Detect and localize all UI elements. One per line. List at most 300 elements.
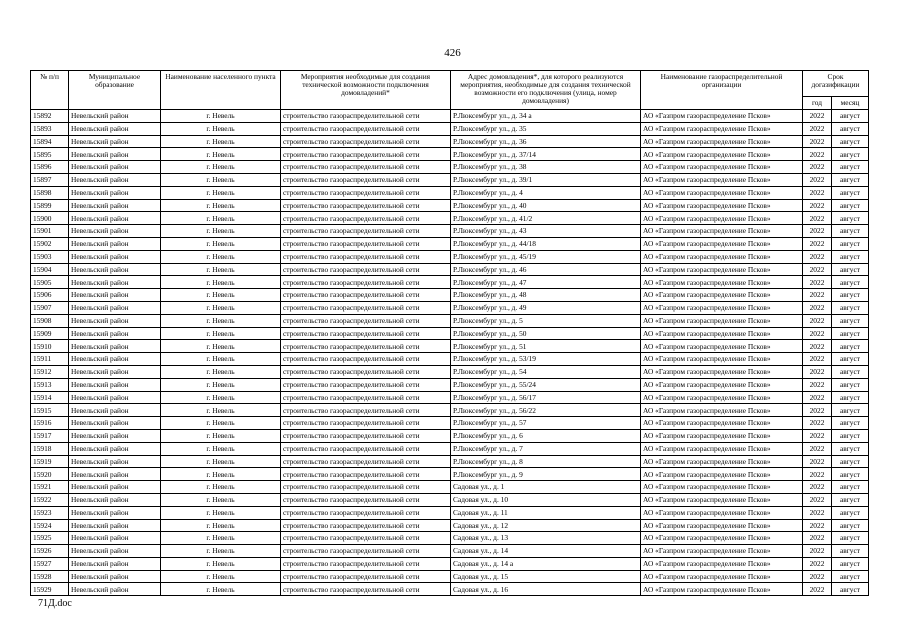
cell-municipality: Невельский район	[69, 110, 161, 123]
cell-num: 15893	[31, 122, 69, 135]
cell-municipality: Невельский район	[69, 173, 161, 186]
cell-locality: г. Невель	[161, 263, 281, 276]
cell-locality: г. Невель	[161, 545, 281, 558]
cell-address: Р.Люксембург ул., д. 40	[451, 199, 641, 212]
cell-num: 15901	[31, 225, 69, 238]
cell-year: 2022	[803, 237, 832, 250]
cell-measures: строительство газораспределительной сети	[281, 263, 451, 276]
cell-month: август	[832, 161, 869, 174]
cell-measures: строительство газораспределительной сети	[281, 301, 451, 314]
cell-measures: строительство газораспределительной сети	[281, 481, 451, 494]
cell-organization: АО «Газпром газораспределение Псков»	[641, 212, 803, 225]
cell-num: 15918	[31, 442, 69, 455]
cell-month: август	[832, 391, 869, 404]
cell-month: август	[832, 186, 869, 199]
cell-month: август	[832, 417, 869, 430]
cell-measures: строительство газораспределительной сети	[281, 173, 451, 186]
cell-year: 2022	[803, 186, 832, 199]
cell-year: 2022	[803, 289, 832, 302]
cell-month: август	[832, 570, 869, 583]
cell-month: август	[832, 493, 869, 506]
cell-address: Р.Люксембург ул., д. 39/1	[451, 173, 641, 186]
cell-locality: г. Невель	[161, 199, 281, 212]
cell-year: 2022	[803, 429, 832, 442]
cell-organization: АО «Газпром газораспределение Псков»	[641, 545, 803, 558]
cell-measures: строительство газораспределительной сети	[281, 391, 451, 404]
cell-month: август	[832, 557, 869, 570]
cell-num: 15926	[31, 545, 69, 558]
cell-address: Р.Люксембург ул., д. 34 а	[451, 110, 641, 123]
cell-address: Садовая ул., д. 10	[451, 493, 641, 506]
cell-num: 15922	[31, 493, 69, 506]
cell-num: 15897	[31, 173, 69, 186]
cell-year: 2022	[803, 468, 832, 481]
cell-year: 2022	[803, 135, 832, 148]
cell-address: Р.Люксембург ул., д. 36	[451, 135, 641, 148]
cell-num: 15914	[31, 391, 69, 404]
table-row	[31, 237, 869, 250]
cell-organization: АО «Газпром газораспределение Псков»	[641, 327, 803, 340]
cell-municipality: Невельский район	[69, 161, 161, 174]
cell-num: 15923	[31, 506, 69, 519]
cell-locality: г. Невель	[161, 225, 281, 238]
cell-locality: г. Невель	[161, 161, 281, 174]
cell-measures: строительство газораспределительной сети	[281, 493, 451, 506]
table-row	[31, 110, 869, 123]
cell-num: 15896	[31, 161, 69, 174]
cell-municipality: Невельский район	[69, 455, 161, 468]
cell-year: 2022	[803, 353, 832, 366]
cell-num: 15924	[31, 519, 69, 532]
cell-municipality: Невельский район	[69, 429, 161, 442]
header-address: Адрес домовладения*, для которого реализуются мероприятия, необходимые для создания технической возможности его подключения (улица, номер домовладения)	[451, 71, 641, 110]
cell-organization: АО «Газпром газораспределение Псков»	[641, 340, 803, 353]
cell-num: 15898	[31, 186, 69, 199]
table-row	[31, 173, 869, 186]
cell-month: август	[832, 404, 869, 417]
cell-municipality: Невельский район	[69, 583, 161, 596]
table-header	[31, 71, 869, 110]
table-row	[31, 532, 869, 545]
cell-num: 15915	[31, 404, 69, 417]
cell-organization: АО «Газпром газораспределение Псков»	[641, 378, 803, 391]
cell-organization: АО «Газпром газораспределение Псков»	[641, 301, 803, 314]
cell-municipality: Невельский район	[69, 468, 161, 481]
cell-year: 2022	[803, 557, 832, 570]
cell-year: 2022	[803, 455, 832, 468]
cell-address: Садовая ул., д. 14	[451, 545, 641, 558]
cell-organization: АО «Газпром газораспределение Псков»	[641, 289, 803, 302]
cell-municipality: Невельский район	[69, 276, 161, 289]
cell-locality: г. Невель	[161, 417, 281, 430]
cell-num: 15904	[31, 263, 69, 276]
cell-num: 15919	[31, 455, 69, 468]
cell-municipality: Невельский район	[69, 532, 161, 545]
cell-municipality: Невельский район	[69, 493, 161, 506]
cell-month: август	[832, 289, 869, 302]
table-row	[31, 135, 869, 148]
cell-measures: строительство газораспределительной сети	[281, 314, 451, 327]
table-row	[31, 365, 869, 378]
cell-municipality: Невельский район	[69, 327, 161, 340]
cell-year: 2022	[803, 250, 832, 263]
table-row	[31, 301, 869, 314]
cell-num: 15907	[31, 301, 69, 314]
table-row	[31, 481, 869, 494]
cell-address: Садовая ул., д. 1	[451, 481, 641, 494]
cell-month: август	[832, 212, 869, 225]
cell-year: 2022	[803, 327, 832, 340]
cell-organization: АО «Газпром газораспределение Псков»	[641, 506, 803, 519]
cell-measures: строительство газораспределительной сети	[281, 353, 451, 366]
cell-num: 15912	[31, 365, 69, 378]
cell-municipality: Невельский район	[69, 519, 161, 532]
cell-year: 2022	[803, 417, 832, 430]
cell-organization: АО «Газпром газораспределение Псков»	[641, 237, 803, 250]
table-row	[31, 378, 869, 391]
cell-year: 2022	[803, 506, 832, 519]
cell-address: Р.Люксембург ул., д. 46	[451, 263, 641, 276]
cell-num: 15906	[31, 289, 69, 302]
table-row	[31, 391, 869, 404]
cell-month: август	[832, 327, 869, 340]
cell-municipality: Невельский район	[69, 404, 161, 417]
cell-num: 15917	[31, 429, 69, 442]
cell-month: август	[832, 173, 869, 186]
cell-organization: АО «Газпром газораспределение Псков»	[641, 173, 803, 186]
table-row	[31, 250, 869, 263]
table-row	[31, 506, 869, 519]
cell-measures: строительство газораспределительной сети	[281, 250, 451, 263]
table-row	[31, 404, 869, 417]
cell-address: Садовая ул., д. 16	[451, 583, 641, 596]
cell-address: Р.Люксембург ул., д. 57	[451, 417, 641, 430]
table-row	[31, 212, 869, 225]
table-body	[31, 110, 869, 596]
cell-address: Р.Люксембург ул., д. 6	[451, 429, 641, 442]
cell-organization: АО «Газпром газораспределение Псков»	[641, 122, 803, 135]
cell-organization: АО «Газпром газораспределение Псков»	[641, 404, 803, 417]
cell-measures: строительство газораспределительной сети	[281, 429, 451, 442]
cell-measures: строительство газораспределительной сети	[281, 135, 451, 148]
cell-municipality: Невельский район	[69, 557, 161, 570]
table-row	[31, 263, 869, 276]
cell-organization: АО «Газпром газораспределение Псков»	[641, 199, 803, 212]
cell-year: 2022	[803, 583, 832, 596]
cell-locality: г. Невель	[161, 237, 281, 250]
header-organization: Наименование газораспределительной организации	[641, 71, 803, 110]
cell-measures: строительство газораспределительной сети	[281, 199, 451, 212]
table-row	[31, 327, 869, 340]
cell-num: 15913	[31, 378, 69, 391]
cell-month: август	[832, 314, 869, 327]
cell-month: август	[832, 199, 869, 212]
gasification-table-wrapper	[30, 70, 869, 596]
cell-organization: АО «Газпром газораспределение Псков»	[641, 225, 803, 238]
cell-municipality: Невельский район	[69, 481, 161, 494]
cell-measures: строительство газораспределительной сети	[281, 532, 451, 545]
cell-municipality: Невельский район	[69, 122, 161, 135]
table-row	[31, 557, 869, 570]
cell-locality: г. Невель	[161, 173, 281, 186]
cell-address: Р.Люксембург ул., д. 5	[451, 314, 641, 327]
cell-address: Р.Люксембург ул., д. 47	[451, 276, 641, 289]
table-row	[31, 493, 869, 506]
cell-measures: строительство газораспределительной сети	[281, 455, 451, 468]
cell-municipality: Невельский район	[69, 365, 161, 378]
cell-address: Р.Люксембург ул., д. 51	[451, 340, 641, 353]
cell-address: Р.Люксембург ул., д. 8	[451, 455, 641, 468]
table-row	[31, 545, 869, 558]
table-row	[31, 442, 869, 455]
cell-locality: г. Невель	[161, 455, 281, 468]
cell-month: август	[832, 378, 869, 391]
cell-municipality: Невельский район	[69, 289, 161, 302]
cell-num: 15908	[31, 314, 69, 327]
cell-organization: АО «Газпром газораспределение Псков»	[641, 110, 803, 123]
cell-measures: строительство газораспределительной сети	[281, 365, 451, 378]
cell-measures: строительство газораспределительной сети	[281, 161, 451, 174]
cell-locality: г. Невель	[161, 404, 281, 417]
cell-year: 2022	[803, 276, 832, 289]
cell-locality: г. Невель	[161, 442, 281, 455]
cell-measures: строительство газораспределительной сети	[281, 583, 451, 596]
cell-measures: строительство газораспределительной сети	[281, 404, 451, 417]
cell-address: Р.Люксембург ул., д. 53/19	[451, 353, 641, 366]
cell-year: 2022	[803, 532, 832, 545]
cell-month: август	[832, 365, 869, 378]
cell-organization: АО «Газпром газораспределение Псков»	[641, 263, 803, 276]
header-month: месяц	[832, 97, 869, 110]
cell-year: 2022	[803, 173, 832, 186]
cell-month: август	[832, 225, 869, 238]
cell-address: Р.Люксембург ул., д. 43	[451, 225, 641, 238]
table-row	[31, 225, 869, 238]
cell-locality: г. Невель	[161, 583, 281, 596]
cell-locality: г. Невель	[161, 289, 281, 302]
cell-organization: АО «Газпром газораспределение Псков»	[641, 442, 803, 455]
cell-year: 2022	[803, 301, 832, 314]
cell-year: 2022	[803, 378, 832, 391]
cell-municipality: Невельский район	[69, 417, 161, 430]
cell-num: 15911	[31, 353, 69, 366]
cell-address: Р.Люксембург ул., д. 54	[451, 365, 641, 378]
cell-num: 15910	[31, 340, 69, 353]
cell-month: август	[832, 263, 869, 276]
cell-locality: г. Невель	[161, 378, 281, 391]
cell-measures: строительство газораспределительной сети	[281, 327, 451, 340]
cell-locality: г. Невель	[161, 391, 281, 404]
cell-organization: АО «Газпром газораспределение Псков»	[641, 493, 803, 506]
cell-organization: АО «Газпром газораспределение Псков»	[641, 314, 803, 327]
cell-num: 15903	[31, 250, 69, 263]
cell-organization: АО «Газпром газораспределение Псков»	[641, 429, 803, 442]
cell-address: Р.Люксембург ул., д. 38	[451, 161, 641, 174]
cell-measures: строительство газораспределительной сети	[281, 237, 451, 250]
cell-municipality: Невельский район	[69, 199, 161, 212]
cell-num: 15892	[31, 110, 69, 123]
cell-address: Р.Люксембург ул., д. 45/19	[451, 250, 641, 263]
cell-year: 2022	[803, 314, 832, 327]
cell-organization: АО «Газпром газораспределение Псков»	[641, 161, 803, 174]
table-row	[31, 314, 869, 327]
table-row	[31, 570, 869, 583]
cell-organization: АО «Газпром газораспределение Псков»	[641, 455, 803, 468]
cell-address: Р.Люксембург ул., д. 7	[451, 442, 641, 455]
cell-organization: АО «Газпром газораспределение Псков»	[641, 276, 803, 289]
cell-year: 2022	[803, 212, 832, 225]
cell-organization: АО «Газпром газораспределение Псков»	[641, 135, 803, 148]
header-year: год	[803, 97, 832, 110]
cell-measures: строительство газораспределительной сети	[281, 545, 451, 558]
cell-address: Р.Люксембург ул., д. 41/2	[451, 212, 641, 225]
cell-num: 15921	[31, 481, 69, 494]
cell-locality: г. Невель	[161, 186, 281, 199]
cell-measures: строительство газораспределительной сети	[281, 122, 451, 135]
cell-measures: строительство газораспределительной сети	[281, 186, 451, 199]
cell-municipality: Невельский район	[69, 545, 161, 558]
cell-address: Садовая ул., д. 13	[451, 532, 641, 545]
header-num: № п/п	[31, 71, 69, 110]
cell-year: 2022	[803, 391, 832, 404]
cell-year: 2022	[803, 110, 832, 123]
cell-measures: строительство газораспределительной сети	[281, 417, 451, 430]
cell-year: 2022	[803, 199, 832, 212]
cell-year: 2022	[803, 442, 832, 455]
cell-month: август	[832, 429, 869, 442]
cell-municipality: Невельский район	[69, 225, 161, 238]
cell-measures: строительство газораспределительной сети	[281, 148, 451, 161]
cell-year: 2022	[803, 493, 832, 506]
cell-address: Р.Люксембург ул., д. 55/24	[451, 378, 641, 391]
cell-month: август	[832, 353, 869, 366]
table-row	[31, 122, 869, 135]
cell-num: 15927	[31, 557, 69, 570]
cell-month: август	[832, 276, 869, 289]
table-row	[31, 417, 869, 430]
cell-locality: г. Невель	[161, 365, 281, 378]
cell-organization: АО «Газпром газораспределение Псков»	[641, 519, 803, 532]
cell-num: 15900	[31, 212, 69, 225]
cell-locality: г. Невель	[161, 276, 281, 289]
page-number: 426	[444, 47, 461, 59]
header-locality: Наименование населенного пункта	[161, 71, 281, 110]
footer-filename: 71Д.doc	[38, 598, 72, 609]
cell-month: август	[832, 301, 869, 314]
cell-address: Р.Люксембург ул., д. 48	[451, 289, 641, 302]
cell-address: Р.Люксембург ул., д. 35	[451, 122, 641, 135]
table-row	[31, 186, 869, 199]
cell-organization: АО «Газпром газораспределение Псков»	[641, 570, 803, 583]
cell-locality: г. Невель	[161, 250, 281, 263]
cell-num: 15920	[31, 468, 69, 481]
cell-address: Р.Люксембург ул., д. 49	[451, 301, 641, 314]
cell-year: 2022	[803, 225, 832, 238]
cell-municipality: Невельский район	[69, 570, 161, 583]
table-row	[31, 583, 869, 596]
cell-municipality: Невельский район	[69, 340, 161, 353]
table-row	[31, 519, 869, 532]
cell-organization: АО «Газпром газораспределение Псков»	[641, 481, 803, 494]
cell-organization: АО «Газпром газораспределение Псков»	[641, 468, 803, 481]
cell-measures: строительство газораспределительной сети	[281, 506, 451, 519]
cell-locality: г. Невель	[161, 532, 281, 545]
header-term: Срок догазификации	[803, 71, 869, 97]
cell-year: 2022	[803, 148, 832, 161]
cell-address: Р.Люксембург ул., д. 50	[451, 327, 641, 340]
cell-measures: строительство газораспределительной сети	[281, 519, 451, 532]
cell-month: август	[832, 481, 869, 494]
cell-municipality: Невельский район	[69, 148, 161, 161]
cell-month: август	[832, 237, 869, 250]
table-row	[31, 455, 869, 468]
cell-month: август	[832, 468, 869, 481]
cell-measures: строительство газораспределительной сети	[281, 442, 451, 455]
table-row	[31, 429, 869, 442]
cell-locality: г. Невель	[161, 506, 281, 519]
cell-locality: г. Невель	[161, 353, 281, 366]
cell-year: 2022	[803, 365, 832, 378]
cell-locality: г. Невель	[161, 110, 281, 123]
cell-num: 15894	[31, 135, 69, 148]
cell-measures: строительство газораспределительной сети	[281, 289, 451, 302]
cell-month: август	[832, 506, 869, 519]
cell-municipality: Невельский район	[69, 378, 161, 391]
cell-measures: строительство газораспределительной сети	[281, 570, 451, 583]
cell-month: август	[832, 340, 869, 353]
cell-locality: г. Невель	[161, 570, 281, 583]
cell-organization: АО «Газпром газораспределение Псков»	[641, 148, 803, 161]
cell-municipality: Невельский район	[69, 186, 161, 199]
cell-locality: г. Невель	[161, 468, 281, 481]
cell-locality: г. Невель	[161, 557, 281, 570]
cell-organization: АО «Газпром газораспределение Псков»	[641, 532, 803, 545]
cell-measures: строительство газораспределительной сети	[281, 225, 451, 238]
cell-year: 2022	[803, 404, 832, 417]
cell-address: Р.Люксембург ул., д. 37/14	[451, 148, 641, 161]
cell-month: август	[832, 250, 869, 263]
cell-year: 2022	[803, 519, 832, 532]
cell-locality: г. Невель	[161, 327, 281, 340]
cell-locality: г. Невель	[161, 122, 281, 135]
cell-municipality: Невельский район	[69, 314, 161, 327]
cell-num: 15916	[31, 417, 69, 430]
cell-municipality: Невельский район	[69, 442, 161, 455]
cell-month: август	[832, 148, 869, 161]
cell-year: 2022	[803, 122, 832, 135]
cell-locality: г. Невель	[161, 519, 281, 532]
cell-month: август	[832, 583, 869, 596]
cell-month: август	[832, 519, 869, 532]
cell-locality: г. Невель	[161, 148, 281, 161]
cell-year: 2022	[803, 545, 832, 558]
cell-num: 15928	[31, 570, 69, 583]
cell-municipality: Невельский район	[69, 250, 161, 263]
cell-organization: АО «Газпром газораспределение Псков»	[641, 353, 803, 366]
cell-measures: строительство газораспределительной сети	[281, 378, 451, 391]
cell-measures: строительство газораспределительной сети	[281, 340, 451, 353]
cell-num: 15895	[31, 148, 69, 161]
cell-organization: АО «Газпром газораспределение Псков»	[641, 365, 803, 378]
cell-municipality: Невельский район	[69, 301, 161, 314]
cell-measures: строительство газораспределительной сети	[281, 110, 451, 123]
cell-organization: АО «Газпром газораспределение Псков»	[641, 186, 803, 199]
cell-locality: г. Невель	[161, 314, 281, 327]
cell-locality: г. Невель	[161, 135, 281, 148]
cell-organization: АО «Газпром газораспределение Псков»	[641, 583, 803, 596]
cell-month: август	[832, 135, 869, 148]
cell-organization: АО «Газпром газораспределение Псков»	[641, 557, 803, 570]
